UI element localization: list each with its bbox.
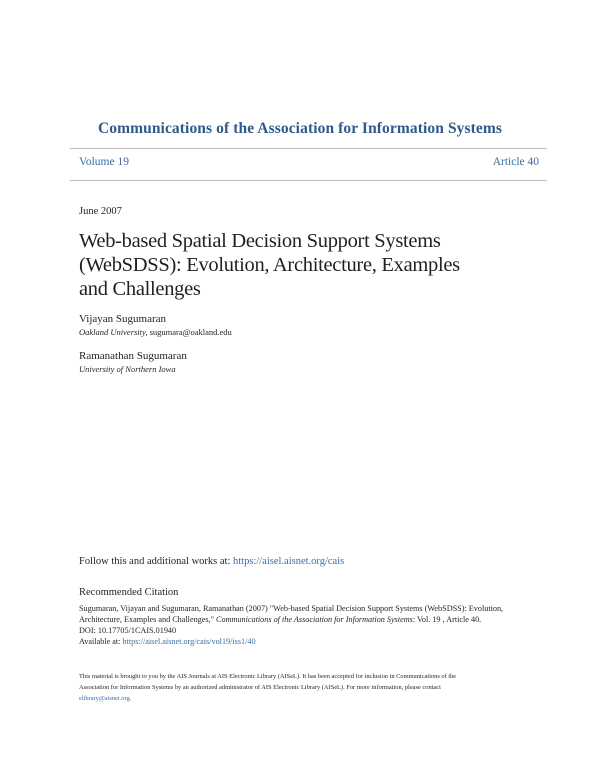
follow-line (79, 556, 344, 567)
footer-line (79, 693, 539, 704)
footer-notice (79, 671, 539, 704)
recommended-citation-heading: Recommended Citation (79, 587, 179, 598)
header-rule-bottom (70, 180, 547, 181)
citation-text: Architecture, Examples and Challenges," (79, 615, 217, 624)
author-name: Ramanathan Sugumaran (79, 350, 187, 362)
citation-available (79, 636, 539, 647)
author-affiliation: Oakland University, sugumara@oakland.edu (79, 327, 232, 337)
author-affiliation: University of Northern Iowa (79, 364, 176, 374)
paper-title-line: Web-based Spatial Decision Support Systems (79, 230, 441, 252)
citation-text: : Vol. 19 , Article 40. (412, 615, 482, 624)
footer-line: This material is brought to you by the AIS Journals at AIS Electronic Library (AISeL). It has been accepted for inclusion in Communications of the (79, 673, 457, 680)
available-label: Available at: (79, 637, 123, 646)
publication-date: June 2007 (79, 206, 122, 217)
citation-journal: Communications of the Association for Information Systems (216, 615, 413, 624)
contact-email-link[interactable]: elibrary@aisnet.org (79, 695, 130, 702)
footer-line: Association for Information Systems by an authorized administrator of AIS Electronic Library (AISeL). For more information, please contact (79, 684, 441, 691)
citation-line: Sugumaran, Vijayan and Sugumaran, Ramanathan (2007) "Web-based Spatial Decision Support Systems (WebSDSS): Evolution, (79, 604, 504, 613)
paper-title-line: (WebSDSS): Evolution, Architecture, Examples (79, 254, 460, 276)
citation-block (79, 603, 539, 647)
author-name: Vijayan Sugumaran (79, 313, 167, 325)
citation-line (79, 614, 539, 625)
collection-link[interactable]: https://aisel.aisnet.org/cais (233, 556, 345, 567)
affiliation-text: Oakland University (79, 327, 146, 337)
follow-text: Follow this and additional works at: (79, 556, 233, 567)
article-link[interactable]: Article 40 (492, 156, 539, 168)
volume-link[interactable]: Volume 19 (79, 156, 129, 168)
journal-title[interactable]: Communications of the Association for Information Systems (97, 120, 503, 137)
footer-text: . (129, 695, 132, 702)
citation-doi: DOI: 10.17705/1CAIS.01940 (79, 626, 177, 635)
header-rule-top (70, 148, 547, 149)
author-email: sugumara@oakland.edu (149, 327, 232, 337)
paper-title-line: and Challenges (79, 278, 201, 300)
article-url-link[interactable]: https://aisel.aisnet.org/cais/vol19/iss1/40 (122, 637, 256, 646)
paper-title (79, 229, 519, 301)
